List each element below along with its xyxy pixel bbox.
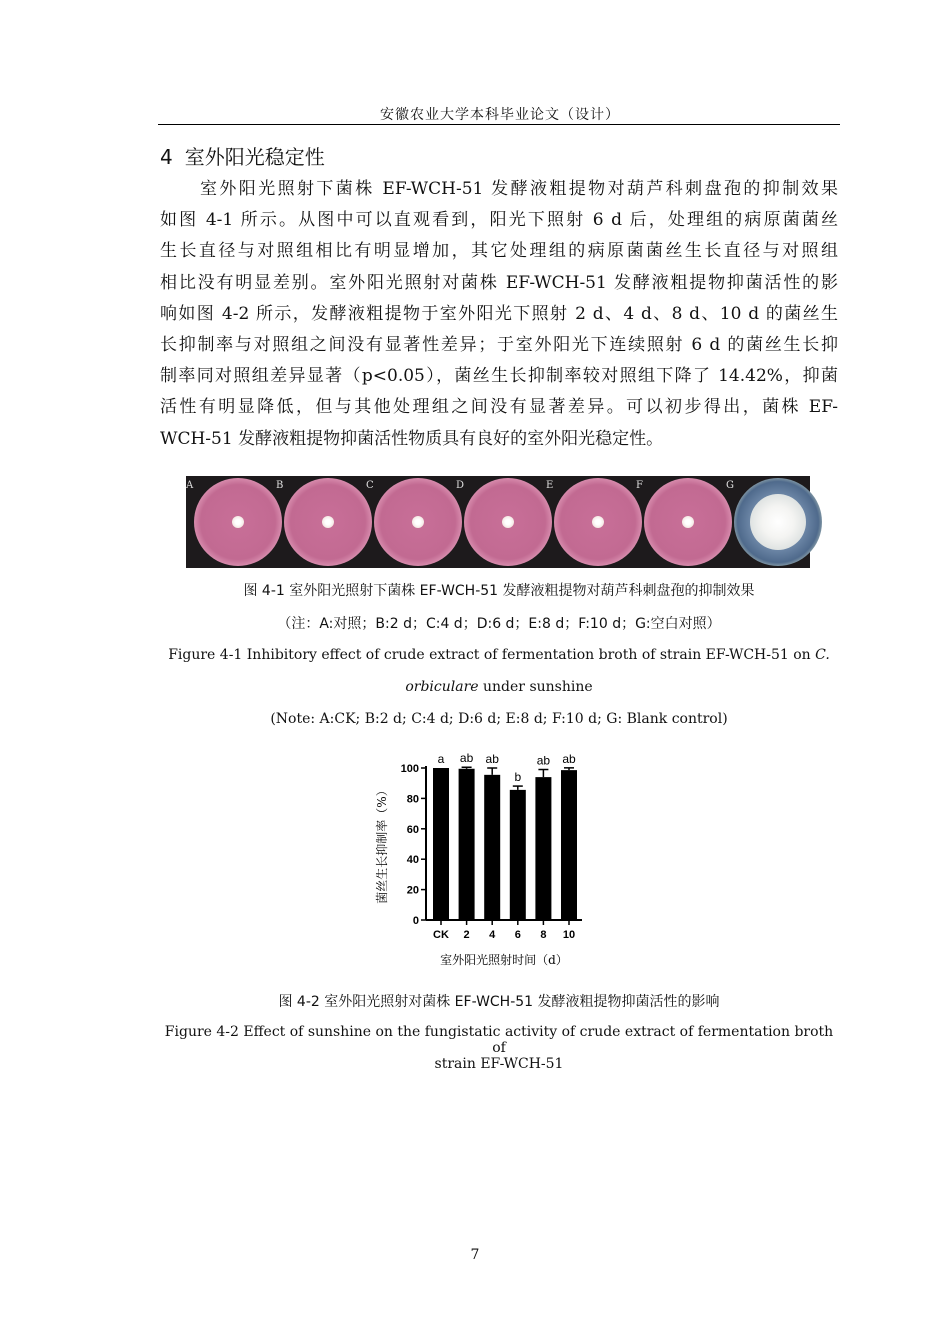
significance-letter: ab [562, 751, 576, 766]
x-axis-label: 室外阳光照射时间（d） [440, 953, 568, 967]
section-heading [160, 141, 337, 170]
significance-letter: ab [536, 753, 551, 768]
paragraph-line: 相比没有明显差别。室外阳光照射对菌株 EF-WCH-51 发酵液粗提物抑菌活性的影 [160, 272, 838, 293]
significance-letter: a [437, 752, 445, 766]
dish-label: C [366, 480, 374, 491]
y-tick-label: 20 [406, 884, 419, 897]
figure-4-1-note-cn: （注：A:对照；B:2 d；C:4 d；D:6 d；E:8 d；F:10 d；G:空白对照） [277, 616, 721, 632]
bar [561, 770, 577, 920]
section-title-text: 室外阳光稳定性 [184, 145, 325, 169]
bar [433, 768, 449, 920]
fungal-colony [750, 494, 806, 550]
running-header: 安徽农业大学本科毕业论文（设计） [380, 107, 620, 123]
significance-letter: ab [485, 752, 499, 766]
petri-dish-photo [186, 476, 810, 568]
inhibition-rate-bar-chart [370, 744, 590, 976]
y-axis-label: 菌丝生长抑制率（%） [375, 784, 389, 904]
petri-dish-c [366, 478, 465, 566]
bar [510, 790, 526, 920]
header-rule [158, 124, 840, 125]
bar [535, 777, 551, 920]
paragraph-line: 如图 4-1 所示。从图中可以直观看到，阳光下照射 6 d 后，处理组的病原菌菌丝 [160, 210, 838, 231]
dish-label: F [636, 480, 643, 491]
x-tick-label: CK [433, 929, 449, 941]
significance-letter: ab [459, 751, 474, 766]
petri-dish-d [456, 478, 552, 566]
paragraph-line: 生长直径与对照组相比有明显增加，其它处理组的病原菌菌丝生长直径与对照组 [160, 241, 838, 262]
caption-en-text: under sunshine [478, 679, 593, 695]
paragraph-line: 制率同对照组差异显著（p<0.05），菌丝生长抑制率较对照组下降了 14.42%，抑菌 [160, 366, 838, 387]
figure-4-1-caption-cn: 图 4-1 室外阳光照射下菌株 EF-WCH-51 发酵液粗提物对葫芦科刺盘孢的抑制效果 [243, 583, 755, 599]
dish-label: G [726, 480, 734, 491]
significance-letter: b [514, 770, 522, 785]
y-tick-label: 60 [406, 823, 419, 836]
x-tick-label: 8 [540, 929, 547, 941]
figure-4-2-caption-en: Figure 4-2 Effect of sunshine on the fungistatic activity of crude extract of fermentation broth of [164, 1024, 834, 1056]
section-number: 4 [160, 145, 173, 169]
x-tick-label: 2 [463, 929, 470, 941]
paragraph-line: WCH-51 发酵液粗提物抑菌活性物质具有良好的室外阳光稳定性。 [160, 428, 664, 449]
figure-4-1-note-en: (Note: A:CK; B:2 d; C:4 d; D:6 d; E:8 d; F:10 d; G: Blank control) [270, 711, 728, 727]
y-tick-label: 100 [400, 763, 419, 775]
figure-4-2-caption-en-cont: strain EF-WCH-51 [434, 1056, 564, 1072]
fungal-colony [322, 516, 334, 528]
figure-4-2-caption-cn: 图 4-2 室外阳光照射对菌株 EF-WCH-51 发酵液粗提物抑菌活性的影响 [278, 994, 720, 1010]
paragraph-line: 长抑制率与对照组之间没有显著性差异；于室外阳光下连续照射 6 d 的菌丝生长抑 [160, 335, 838, 356]
caption-en-text: Figure 4-1 Inhibitory effect of crude extract of fermentation broth of strain EF-WCH-51 on [168, 647, 816, 663]
y-tick-label: 80 [406, 793, 419, 806]
petri-dish-e [546, 478, 642, 566]
species-epithet: orbiculare [405, 679, 479, 695]
figure-4-1-caption-en-cont [160, 679, 838, 695]
y-tick-label: 40 [406, 854, 419, 867]
dish-label: A [186, 480, 194, 491]
x-tick-label: 4 [489, 929, 496, 941]
fungal-colony [592, 516, 604, 528]
paragraph-line: 活性有明显降低，但与其他处理组之间没有显著差异。可以初步得出，菌株 EF- [160, 397, 838, 418]
page-number: 7 [470, 1247, 480, 1263]
bar [459, 769, 475, 920]
petri-dish-g [726, 478, 822, 566]
bar [484, 775, 500, 920]
x-tick-label: 6 [514, 929, 521, 941]
fungal-colony [682, 516, 694, 528]
y-tick-label: 0 [412, 915, 419, 927]
petri-dish-a [186, 478, 282, 566]
paragraph-line: 响如图 4-2 所示，发酵液粗提物于室外阳光下照射 2 d、4 d、8 d、10 d 的菌丝生 [160, 303, 838, 324]
x-tick-label: 10 [562, 929, 576, 941]
dish-label: D [456, 480, 465, 491]
body-paragraph [160, 174, 838, 455]
fungal-colony [502, 516, 514, 528]
dish-label: B [276, 480, 284, 491]
dish-label: E [546, 480, 554, 491]
paragraph-line: 室外阳光照射下菌株 EF-WCH-51 发酵液粗提物对葫芦科刺盘孢的抑制效果 [200, 179, 838, 199]
fungal-colony [232, 516, 244, 528]
species-genus: C. [815, 647, 830, 663]
petri-dish-b [276, 478, 372, 566]
fungal-colony [412, 516, 424, 528]
figure-4-1-caption-en [160, 647, 838, 663]
petri-dish-f [636, 478, 732, 566]
